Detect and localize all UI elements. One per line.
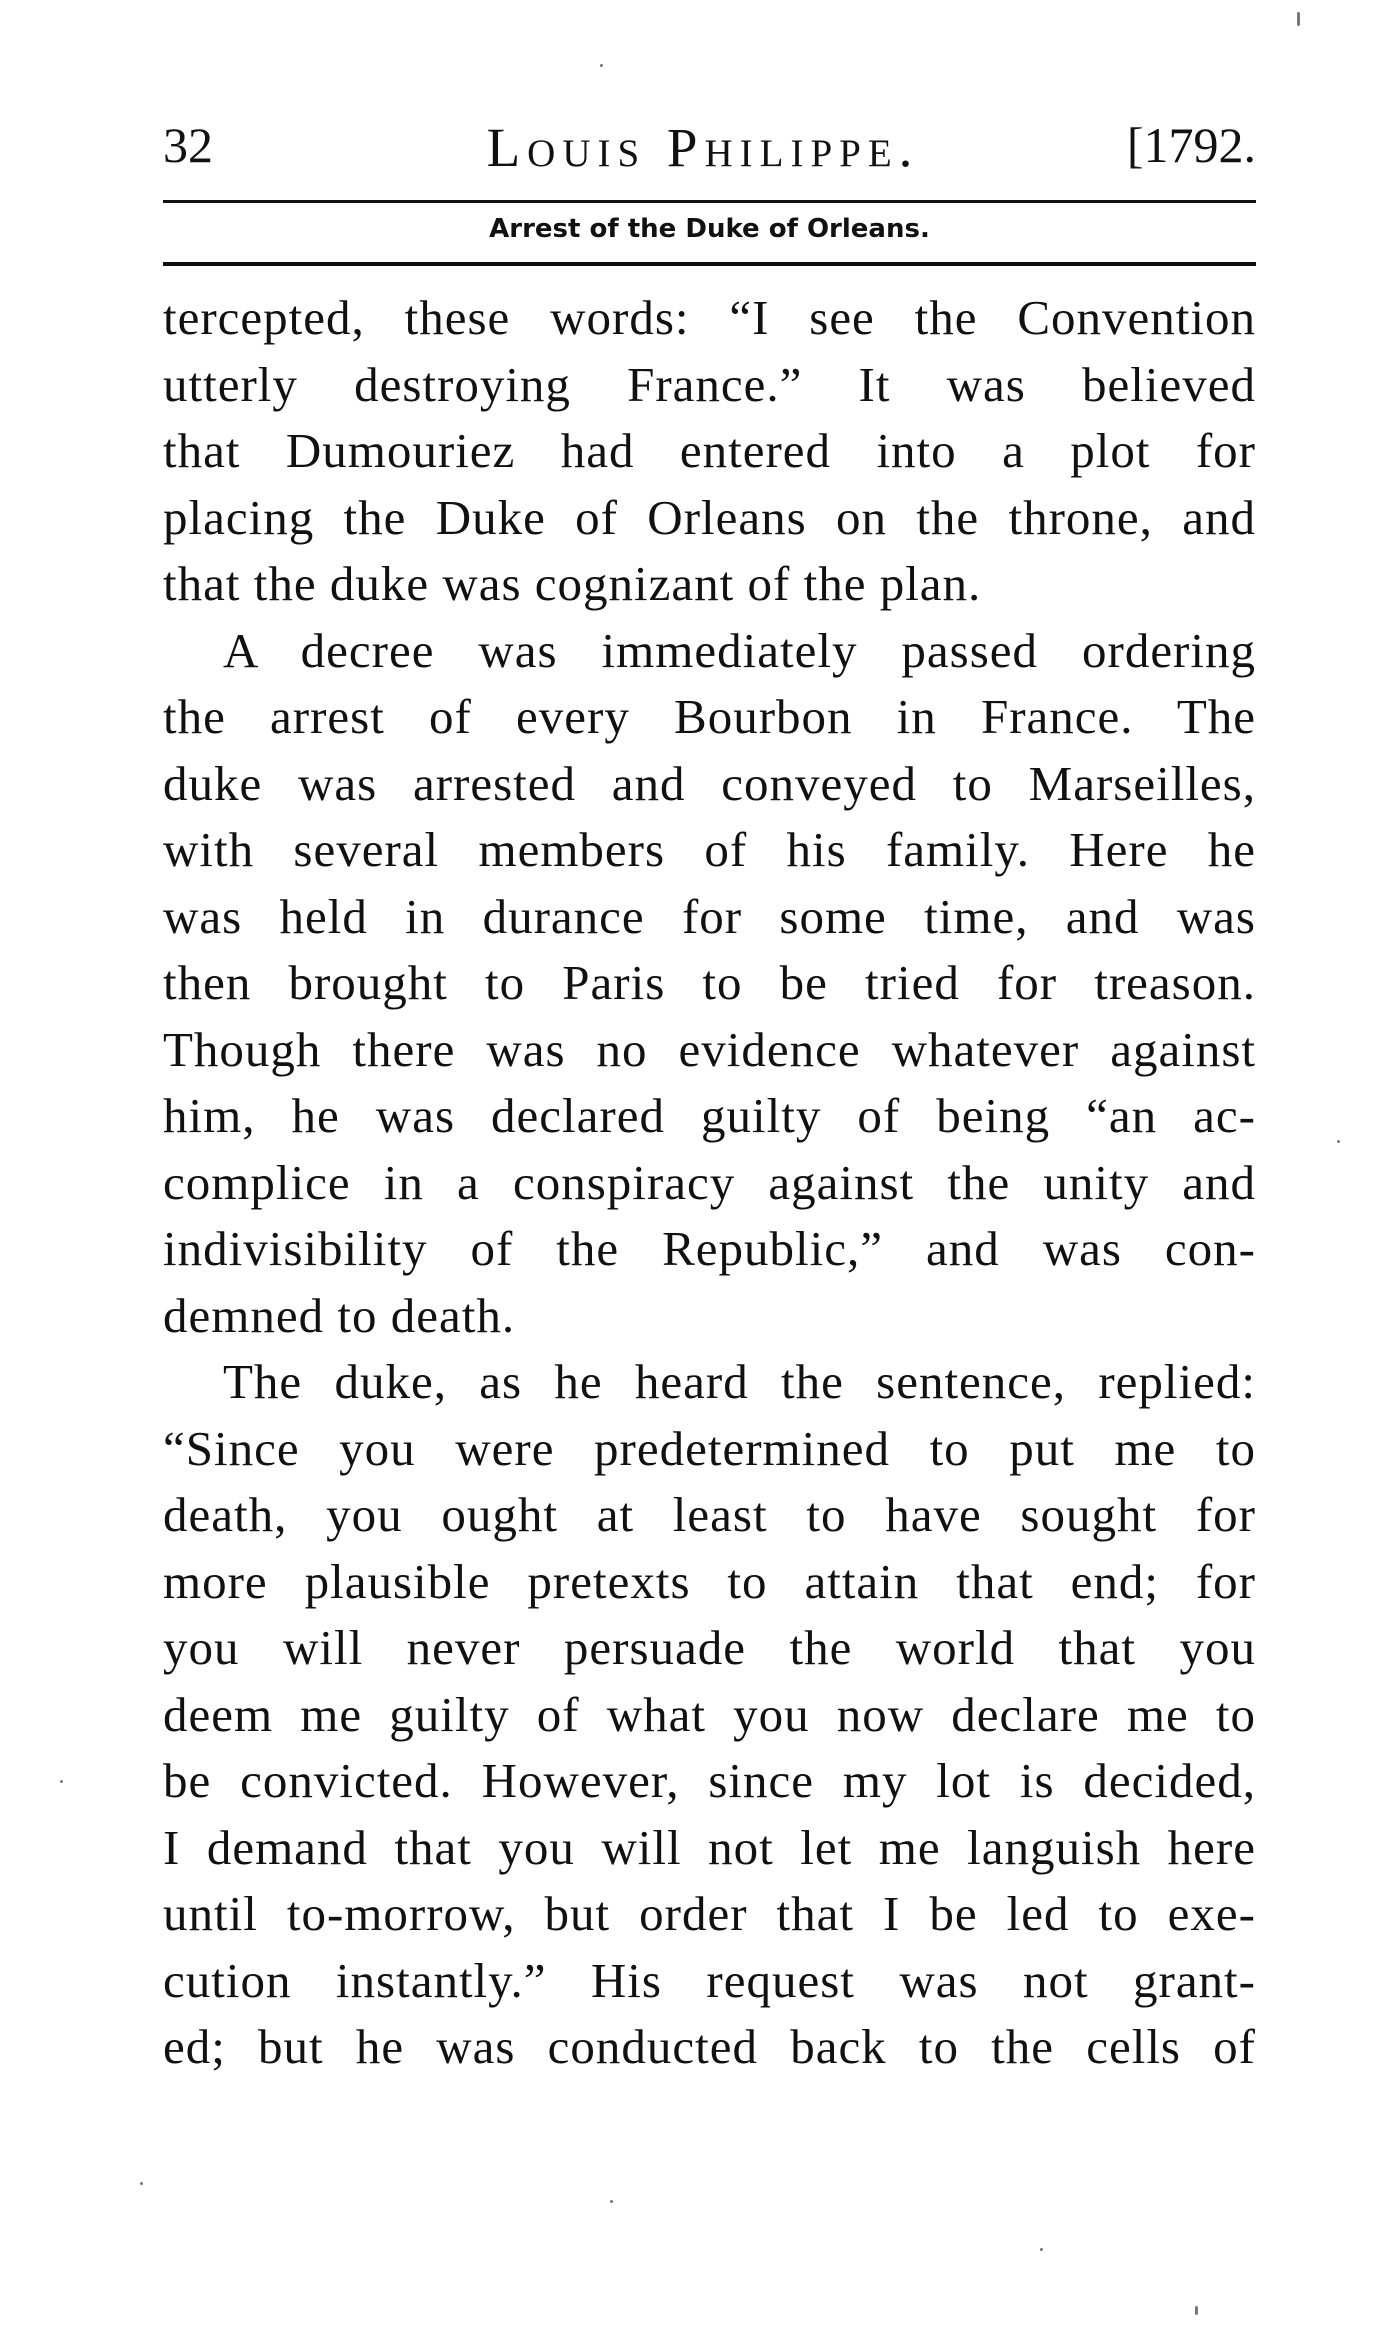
scan-speck [1040,2248,1043,2251]
section-heading: Arrest of the Duke of Orleans. [489,214,930,244]
text-line: that the duke was cognizant of the plan. [163,556,982,611]
scan-speck [1195,2306,1198,2315]
text-line: cution instantly.” His request was not grant- [163,1952,1256,2008]
text-line: I demand that you will not let me languish here [163,1819,1256,1875]
text-line: that Dumouriez had entered into a plot for [163,423,1256,478]
text-line: until to-morrow, but order that I be led to exe- [163,1886,1256,1941]
scan-speck [600,64,603,67]
text-line: placing the Duke of Orleans on the throne, and [163,489,1256,545]
book-title: Louis Philippe. [486,117,920,178]
text-line: duke was arrested and conveyed to Marseilles, [163,755,1256,811]
text-line: then brought to Paris to be tried for treason. [163,955,1256,1010]
text-line: tercepted, these words: “I see the Convention [163,290,1256,345]
text-line: more plausible pretexts to attain that end; for [163,1553,1256,1609]
text-line: him, he was declared guilty of being “an ac- [163,1088,1256,1143]
running-head [163,108,1256,188]
chapter-year: [1792. [1126,117,1256,173]
scan-speck [140,2182,143,2185]
text-line: The duke, as he heard the sentence, replied: [223,1354,1256,1409]
header-rule-top [163,200,1256,203]
text-line: utterly destroying France.” It was believed [163,356,1256,412]
text-line: ed; but he was conducted back to the cells of [163,2019,1256,2074]
scan-speck [60,1780,63,1783]
text-line: A decree was immediately passed ordering [223,622,1256,678]
scan-speck [1297,12,1300,26]
text-line: be convicted. However, since my lot is decided, [163,1753,1256,1808]
text-line: Though there was no evidence whatever against [163,1021,1256,1077]
text-line: indivisibility of the Republic,” and was con- [163,1221,1256,1276]
scan-speck [610,2200,613,2203]
text-line: deem me guilty of what you now declare me to [163,1686,1256,1742]
page-number: 32 [163,117,213,173]
text-line: was held in durance for some time, and was [163,888,1256,944]
text-line: “Since you were predetermined to put me to [163,1420,1256,1476]
text-line: the arrest of every Bourbon in France. The [163,689,1256,744]
text-line: demned to death. [163,1287,516,1343]
scan-speck [1337,1140,1340,1143]
text-line: with several members of his family. Here he [163,822,1256,877]
body-text [163,285,1256,2081]
text-line: death, you ought at least to have sought for [163,1487,1256,1542]
text-line: complice in a conspiracy against the unity and [163,1154,1256,1210]
header-rule-bottom [163,262,1256,266]
text-line: you will never persuade the world that you [163,1620,1256,1675]
